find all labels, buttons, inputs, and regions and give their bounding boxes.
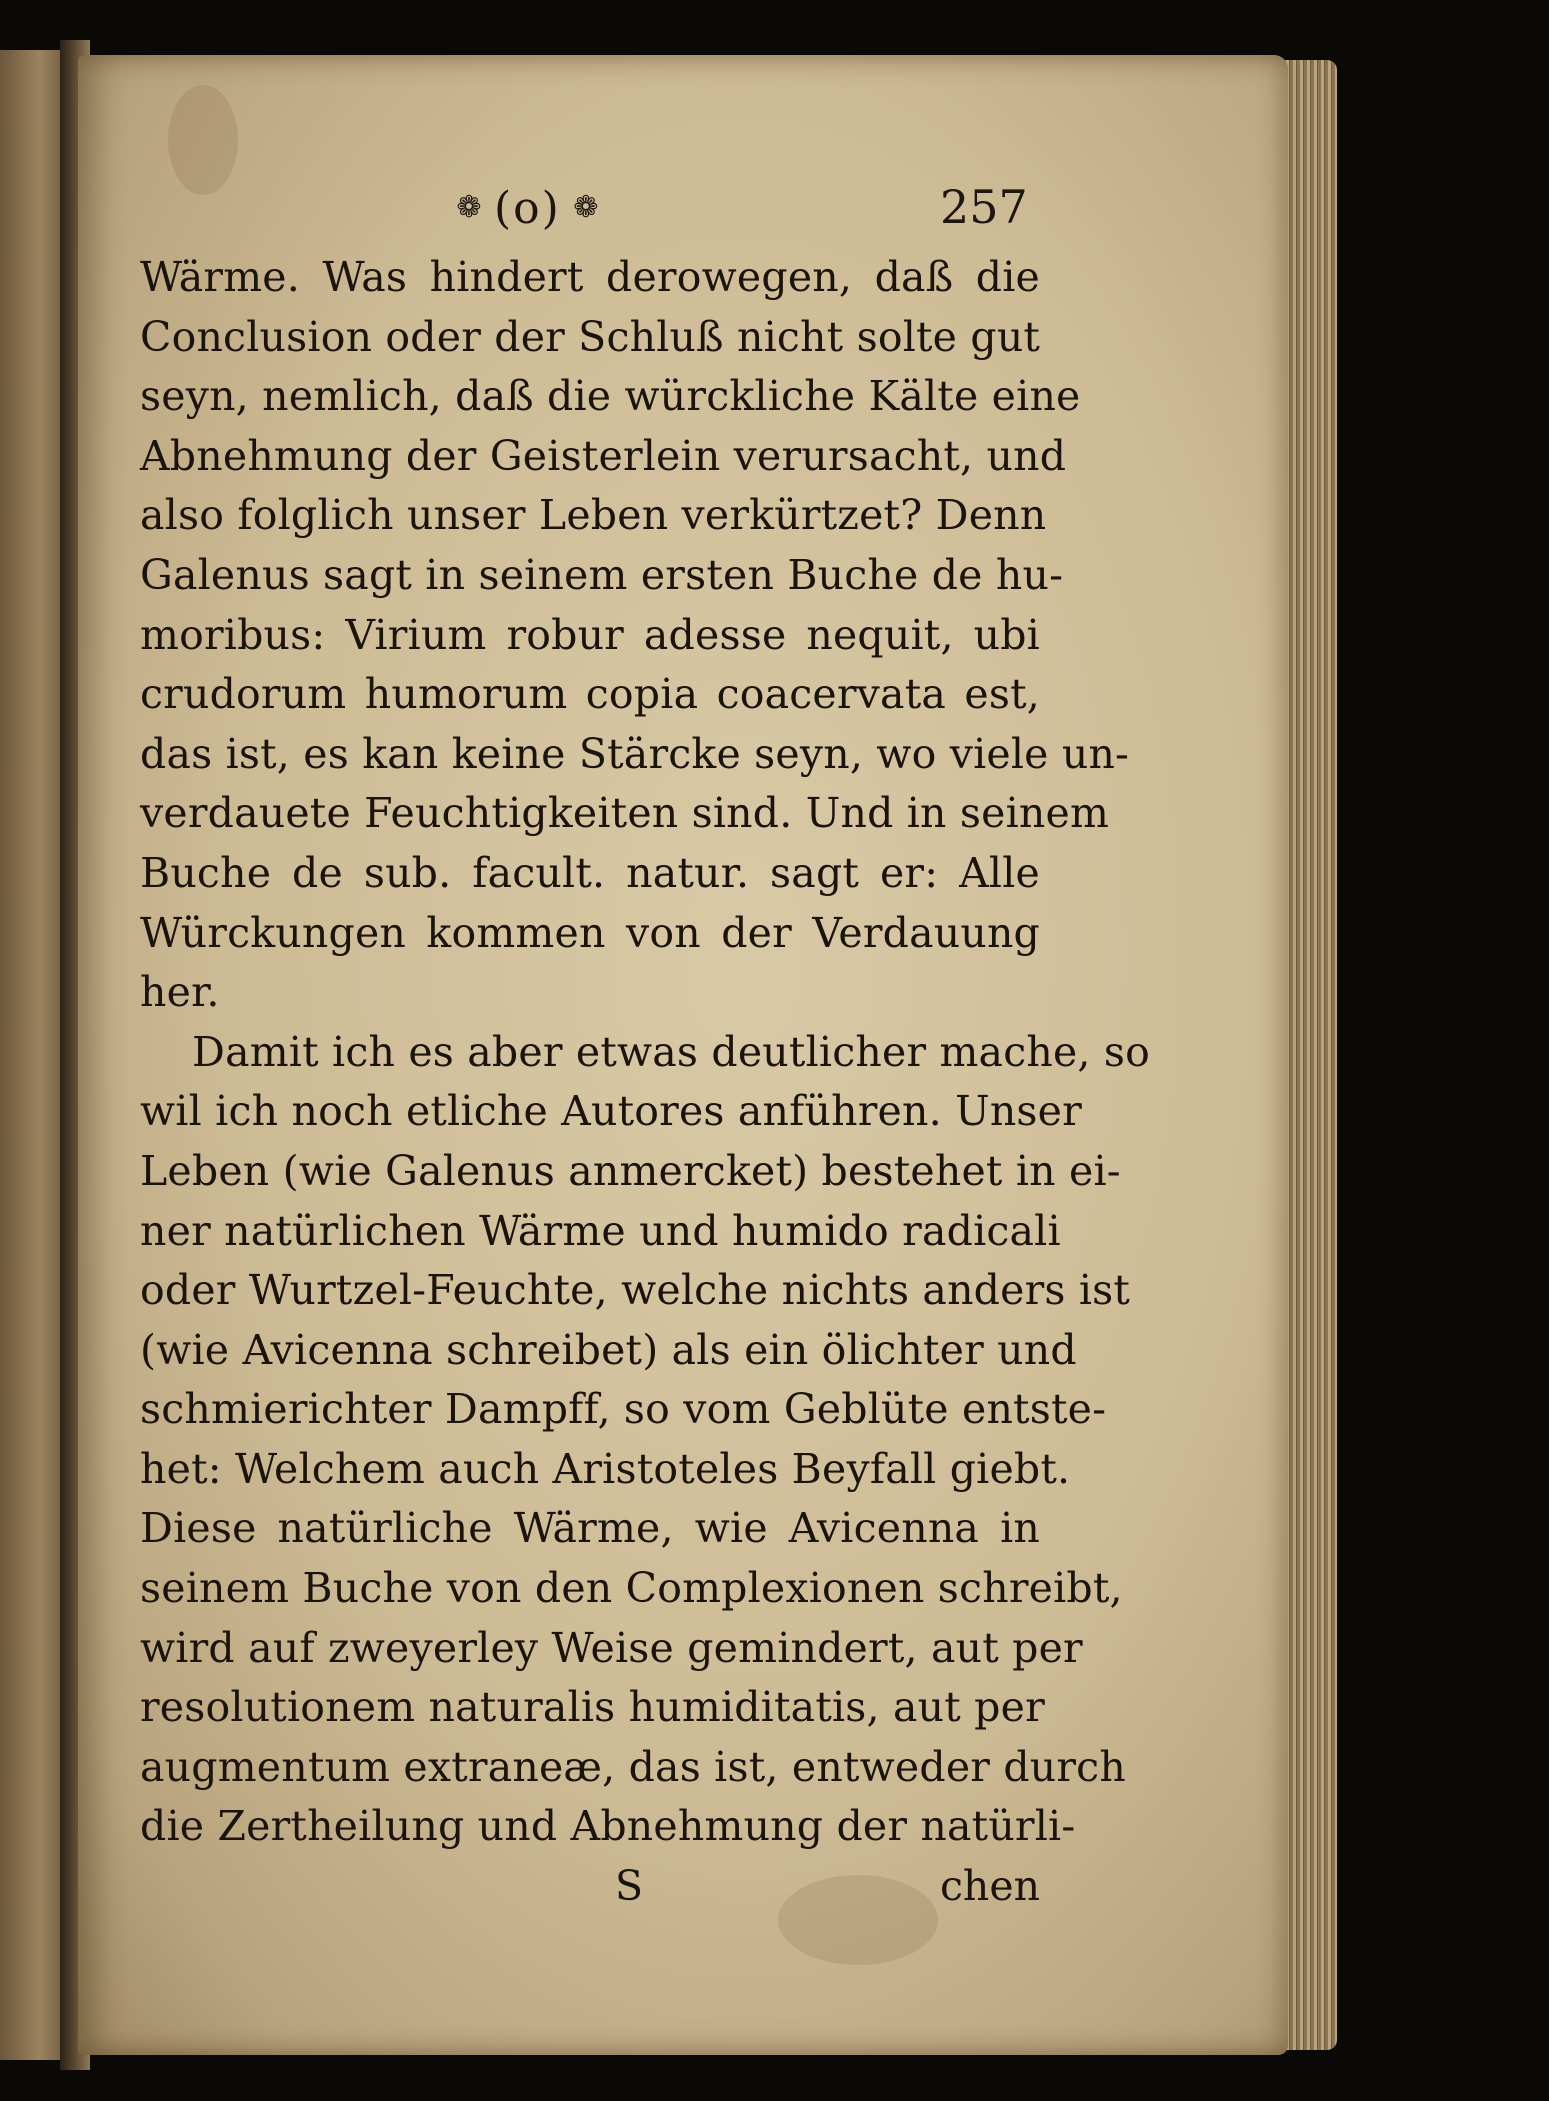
text-line: wird auf zweyerley Weise gemindert, aut per <box>140 1623 1083 1672</box>
running-head-mark: (o) <box>494 182 561 234</box>
page-footer <box>140 1857 1040 1917</box>
text-line: Diese natürliche Wärme, wie Avicenna in <box>140 1504 1040 1553</box>
text-line: augmentum extraneæ, das ist, entweder durch <box>140 1742 1126 1791</box>
text-line: het: Welchem auch Aristoteles Beyfall giebt. <box>140 1444 1071 1493</box>
text-line: also folglich unser Leben verkürtzet? Denn <box>140 491 1047 540</box>
text-line: crudorum humorum copia coacervata est, <box>140 670 1040 719</box>
page-number: 257 <box>940 180 1028 234</box>
flower-ornament-icon: ❁ <box>456 190 482 225</box>
text-line: die Zertheilung und Abnehmung der natürli- <box>140 1802 1076 1851</box>
text-line: Galenus sagt in seinem ersten Buche de hu- <box>140 550 1064 599</box>
text-line: Damit ich es aber etwas deutlicher mache, so <box>192 1027 1151 1076</box>
text-line: Wärme. Was hindert derowegen, daß die <box>140 253 1040 301</box>
text-line: Leben (wie Galenus anmercket) bestehet in ei- <box>140 1146 1121 1195</box>
flower-ornament-icon: ❁ <box>573 190 599 225</box>
text-line: Buche de sub. facult. natur. sagt er: Alle <box>140 848 1040 897</box>
body-text <box>140 248 1151 1917</box>
text-line: (wie Avicenna schreibet) als ein ölichter und <box>140 1325 1077 1374</box>
text-line: verdauete Feuchtigkeiten sind. Und in seinem <box>140 789 1110 838</box>
text-line: moribus: Virium robur adesse nequit, ubi <box>140 610 1040 659</box>
text-line: ner natürlichen Wärme und humido radicali <box>140 1206 1061 1255</box>
text-line: Abnehmung der Geisterlein verursacht, und <box>140 431 1067 480</box>
text-line: das ist, es kan keine Stärcke seyn, wo viele un- <box>140 729 1130 778</box>
text-line: seinem Buche von den Complexionen schreibt, <box>140 1564 1123 1613</box>
text-line: seyn, nemlich, daß die würckliche Kälte eine <box>140 372 1081 421</box>
text-line: oder Wurtzel-Feuchte, welche nichts anders ist <box>140 1266 1131 1315</box>
catchword: chen <box>939 1862 1040 1911</box>
text-line: schmierichter Dampff, so vom Geblüte entste- <box>140 1385 1107 1434</box>
signature-mark: S <box>615 1862 644 1911</box>
text-line: Würckungen kommen von der Verdauung <box>140 908 1040 957</box>
text-line: wil ich noch etliche Autores anführen. Unser <box>140 1087 1082 1136</box>
text-line: Conclusion oder der Schluß nicht solte gut <box>140 312 1041 361</box>
page-stain <box>168 85 238 195</box>
text-line: her. <box>140 968 220 1017</box>
text-line: resolutionem naturalis humiditatis, aut per <box>140 1683 1045 1732</box>
